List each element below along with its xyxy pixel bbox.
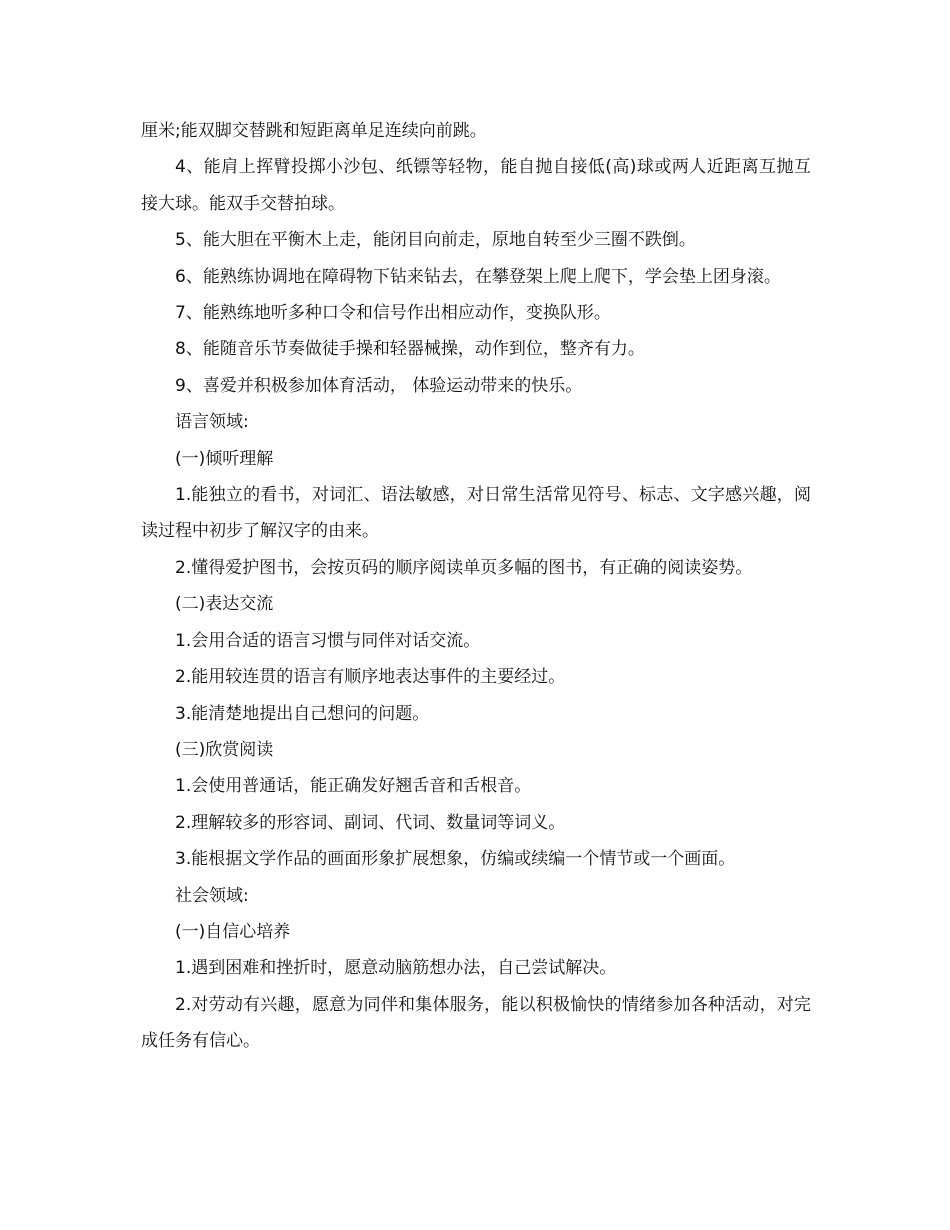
section-heading-language: 语言领域: [175,412,249,433]
paragraph-reading-1: 1.会使用普通话，能正确发好翘舌音和舌根音。 [175,776,532,797]
paragraph-item-8: 8、能随音乐节奏做徒手操和轻器械操，动作到位，整齐有力。 [175,339,645,360]
paragraph-listening-1: 1.能独立的看书，对词汇、语法敏感，对日常生活常见符号、标志、文字感兴趣，阅读过程中初步了解汉字的由来。 [141,485,811,542]
paragraph-item-6: 6、能熟练协调地在障碍物下钻来钻去，在攀登架上爬上爬下，学会垫上团身滚。 [175,266,781,287]
paragraph-item-7: 7、能熟练地听多种口令和信号作出相应动作，变换队形。 [175,303,611,324]
subsection-heading-expression: (二)表达交流 [175,594,274,615]
paragraph-reading-3: 3.能根据文学作品的画面形象扩展想象，仿编或续编一个情节或一个画面。 [175,849,736,870]
paragraph-expression-1: 1.会用合适的语言习惯与同伴对话交流。 [175,630,481,651]
paragraph-confidence-1: 1.遇到困难和挫折时，愿意动脑筋想办法，自己尝试解决。 [175,958,617,979]
paragraph-continuation: 厘米;能双脚交替跳和短距离单足连续向前跳。 [141,121,487,141]
section-heading-social: 社会领域: [175,885,249,906]
subsection-heading-listening: (一)倾听理解 [175,448,274,469]
paragraph-item-9: 9、喜爱并积极参加体育活动， 体验运动带来的快乐。 [175,375,583,396]
subsection-heading-reading: (三)欣赏阅读 [175,739,274,760]
paragraph-expression-2: 2.能用较连贯的语言有顺序地表达事件的主要经过。 [175,667,566,688]
paragraph-item-4: 4、能肩上挥臂投掷小沙包、纸镖等轻物，能自抛自接低(高)球或两人近距离互抛互接大球。能双手交替拍球。 [141,157,811,214]
paragraph-reading-2: 2.理解较多的形容词、副词、代词、数量词等词义。 [175,812,566,833]
subsection-heading-confidence: (一)自信心培养 [175,921,291,942]
paragraph-listening-2: 2.懂得爱护图书，会按页码的顺序阅读单页多幅的图书，有正确的阅读姿势。 [175,557,753,578]
paragraph-expression-3: 3.能清楚地提出自己想问的问题。 [175,703,430,724]
paragraph-item-5: 5、能大胆在平衡木上走，能闭目向前走，原地自转至少三圈不跌倒。 [175,230,696,251]
document-body [141,113,811,1060]
paragraph-confidence-2: 2.对劳动有兴趣，愿意为同伴和集体服务，能以积极愉快的情绪参加各种活动，对完成任务有信心。 [141,994,811,1052]
